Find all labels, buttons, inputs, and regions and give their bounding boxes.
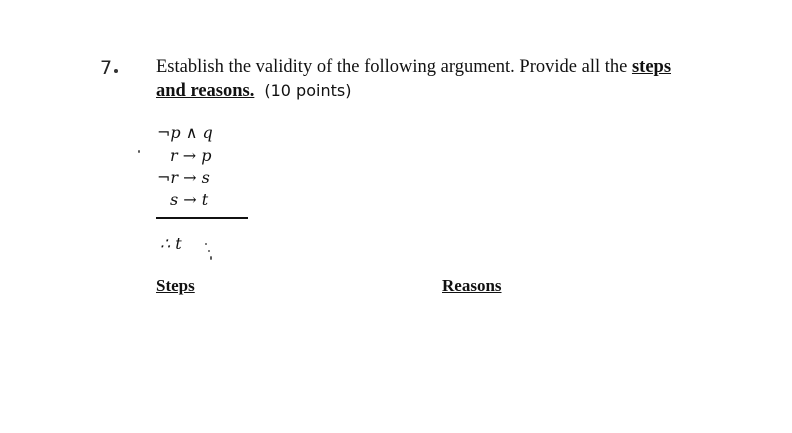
prompt-steps-word: steps <box>631 57 672 77</box>
scan-speck <box>210 256 212 260</box>
premise-2: r → p <box>170 146 212 165</box>
question-number-dot <box>114 69 118 73</box>
steps-header: Steps <box>156 276 195 295</box>
points-label: (10 points) <box>264 81 352 100</box>
conclusion: ∴ t <box>160 234 182 253</box>
premise-3: ¬r → s <box>157 168 210 187</box>
scan-speck <box>205 243 207 245</box>
prompt-text-part1: Establish the validity of the following argument. Provide all the <box>156 57 632 77</box>
scan-speck <box>208 250 210 252</box>
scan-speck <box>138 150 140 153</box>
question-prompt <box>156 56 716 103</box>
prompt-and-reasons: and reasons. <box>156 81 255 101</box>
argument-divider <box>156 217 248 219</box>
premise-1: ¬p ∧ q <box>157 123 213 142</box>
question-number: 7 <box>100 57 113 79</box>
reasons-header: Reasons <box>442 276 502 295</box>
premise-4: s → t <box>170 190 209 209</box>
